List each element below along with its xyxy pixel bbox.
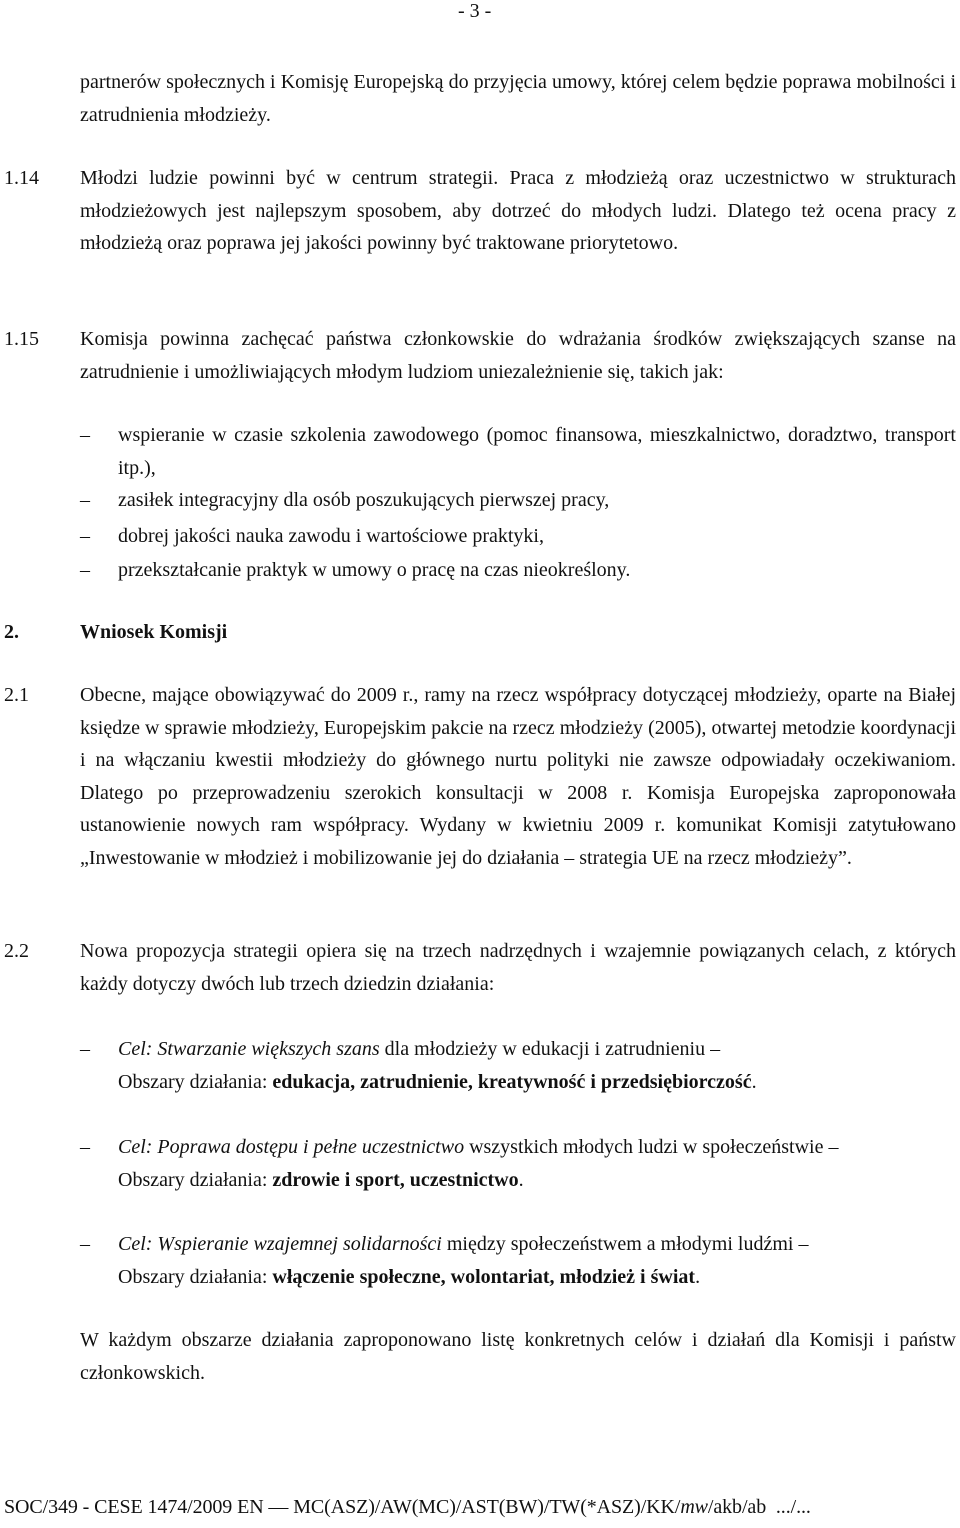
paragraph-number-1-14: 1.14 — [4, 167, 39, 189]
areas-label: Obszary działania: — [118, 1070, 268, 1093]
paragraph-number-1-15: 1.15 — [4, 328, 39, 350]
paragraph-1-14: Młodzi ludzie powinni być w centrum strategii. Praca z młodzieżą oraz uczestnictwo w strukturach młodzieżowych jest najlepszym sposobem, aby dotrzeć do młodych ludzi. Dlatego też ocena pracy z młodzieżą oraz poprawa jej jakości powinny być traktowane priorytetowo. — [80, 167, 956, 254]
paragraph-2-1: Obecne, mające obowiązywać do 2009 r., ramy na rzecz współpracy dotyczącej młodzieży, oparte na Białej księdze w sprawie młodzieży, Europejskim pakcie na rzecz młodzieży (2005), otwartej metodzie koordynacji i na włączaniu kwestii młodzieży do głównego nurtu polityki nie zawsze odpowiadały oczekiwaniom. Dlatego po przeprowadzeniu szerokich konsultacji w 2008 r. Komisja Europejska zaproponowała ustanowienie nowych ram współpracy. Wydany w kwietniu 2009 r. komunikat Komisji zatytułowano „Inwestowanie w młodzież i mobilizowanie jej do działania – strategia UE na rzecz młodzieży”. — [80, 684, 956, 869]
goal-item — [118, 1228, 956, 1293]
goal-item — [118, 1131, 956, 1196]
list-item: przekształcanie praktyk w umowy o pracę na czas nieokreślony. — [118, 559, 631, 581]
paragraph-number-2-2: 2.2 — [4, 940, 29, 962]
goal-description: między społeczeństwem a młodymi ludźmi – — [441, 1233, 809, 1255]
intro-paragraph: partnerów społecznych i Komisję Europejską do przyjęcia umowy, której celem będzie poprawa mobilności i zatrudnienia młodzieży. — [80, 71, 956, 126]
dash-bullet: – — [80, 525, 90, 547]
goal-areas: włączenie społeczne, wolontariat, młodzież i świat — [272, 1265, 696, 1288]
dash-bullet: – — [80, 1233, 90, 1255]
goal-title: Cel: Stwarzanie większych szans — [118, 1038, 380, 1060]
list-item: zasiłek integracyjny dla osób poszukujących pierwszej pracy, — [118, 489, 610, 511]
list-item: dobrej jakości nauka zawodu i wartościowe praktyki, — [118, 525, 544, 547]
goal-title: Cel: Poprawa dostępu i pełne uczestnictwo — [118, 1136, 465, 1158]
document-footer — [4, 1496, 811, 1519]
dash-bullet: – — [80, 1038, 90, 1060]
section-number: 2. — [4, 621, 19, 643]
goal-end: . — [518, 1168, 524, 1191]
goal-areas: zdrowie i sport, uczestnictwo — [272, 1168, 519, 1191]
goal-end: . — [751, 1070, 757, 1093]
list-item: wspieranie w czasie szkolenia zawodowego (pomoc finansowa, mieszkalnictwo, doradztwo, transport itp.), — [118, 424, 956, 479]
dash-bullet: – — [80, 559, 90, 581]
paragraph-1-15: Komisja powinna zachęcać państwa członkowskie do wdrażania środków zwiększających szanse na zatrudnienie i umożliwiających młodym ludziom uniezależnienie się, takich jak: — [80, 328, 956, 383]
goal-description: wszystkich młodych ludzi w społeczeństwie – — [464, 1136, 839, 1158]
page-number: - 3 - — [458, 0, 492, 22]
paragraph-2-2: Nowa propozycja strategii opiera się na trzech nadrzędnych i wzajemnie powiązanych celach, z których każdy dotyczy dwóch lub trzech dziedzin działania: — [80, 940, 956, 995]
footer-tail: /akb/ab — [707, 1496, 767, 1518]
dash-bullet: – — [80, 489, 90, 511]
paragraph-number-2-1: 2.1 — [4, 684, 29, 706]
continuation-mark: .../... — [775, 1496, 811, 1518]
goal-item — [118, 1033, 956, 1098]
areas-label: Obszary działania: — [118, 1168, 268, 1191]
footer-reference: SOC/349 - CESE 1474/2009 EN — MC(ASZ)/AW(MC)/AST(BW)/TW(*ASZ)/KK/ — [4, 1496, 681, 1518]
goal-title: Cel: Wspieranie wzajemnej solidarności — [118, 1233, 442, 1255]
goal-areas: edukacja, zatrudnienie, kreatywność i przedsiębiorczość — [272, 1070, 752, 1093]
areas-label: Obszary działania: — [118, 1265, 268, 1288]
footer-initials: mw — [680, 1496, 708, 1518]
goal-end: . — [695, 1265, 701, 1288]
dash-bullet: – — [80, 1136, 90, 1158]
closing-paragraph: W każdym obszarze działania zaproponowano listę konkretnych celów i działań dla Komisji i państw członkowskich. — [80, 1329, 956, 1384]
section-title: Wniosek Komisji — [80, 621, 228, 643]
dash-bullet: – — [80, 424, 90, 446]
goal-description: dla młodzieży w edukacji i zatrudnieniu – — [379, 1038, 721, 1060]
